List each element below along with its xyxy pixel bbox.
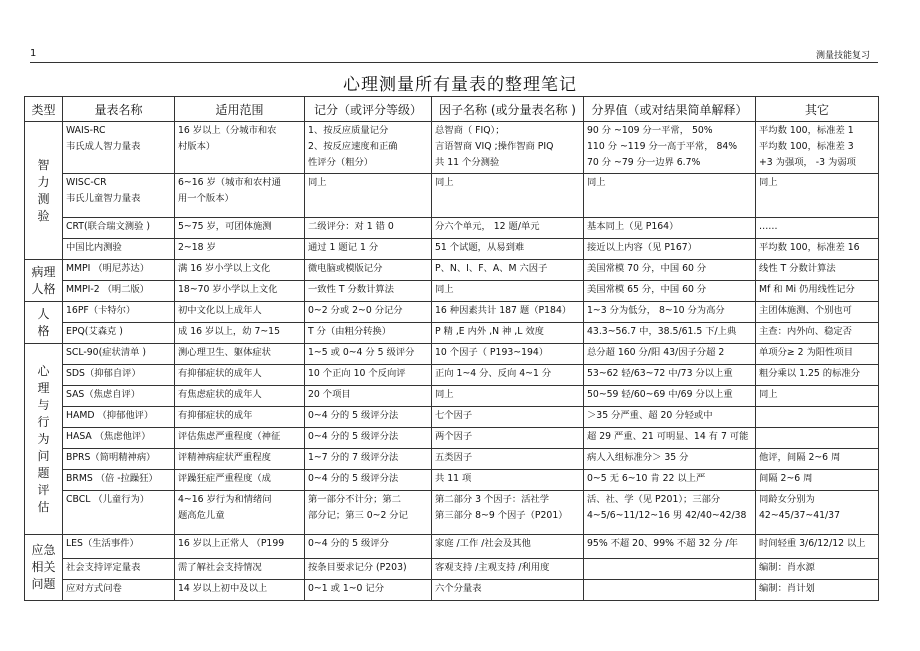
cutoff-cell: [584, 260, 756, 281]
table-row: [25, 407, 879, 428]
table-row: [25, 491, 879, 535]
cell-text: 4~16 岁行为和情绪问: [178, 494, 272, 505]
cell-text: 超 29 严重、21 可明显、14 有 7 可能: [587, 431, 749, 442]
type-label: 验: [37, 208, 50, 223]
cell-text: 16 岁以上（分城市和农: [178, 125, 277, 136]
cell-text: 两个因子: [435, 431, 473, 442]
scale-name-cell: [63, 470, 175, 491]
scoring-cell: [305, 428, 432, 449]
factor-cell: [432, 559, 584, 580]
cell-text: 美国常模 65 分，中国 60 分: [587, 284, 707, 295]
scoring-cell: [305, 174, 432, 218]
cell-text: 编制：肖计划: [759, 583, 815, 594]
cell-text: 主团体施测、个别也可: [759, 305, 852, 316]
cell-text: Mf 和 Mi 仍用线性记分: [759, 284, 855, 295]
cell-text: 1、按反应质量记分: [308, 125, 389, 136]
cell-text: 同上: [435, 177, 454, 188]
table-row: [25, 122, 879, 174]
cell-text: 满 16 岁小学以上文化: [178, 263, 271, 274]
table-row: [25, 386, 879, 407]
cell-text: P 精 ,E 内外 ,N 神 ,L 效度: [435, 326, 544, 337]
column-header: 记分（或评分等级）: [305, 97, 432, 122]
cell-text: 0~1 或 1~0 记分: [308, 583, 384, 594]
cell-text: 病人入组标准分＞ 35 分: [587, 452, 689, 463]
scoring-cell: [305, 323, 432, 344]
type-cell: [25, 344, 63, 535]
cell-text: 线性 T 分数计算法: [759, 263, 836, 274]
type-label: 人: [37, 306, 50, 321]
cell-text: 0~4 分的 5 级评分法: [308, 410, 399, 421]
cell-text: 95% 不超 20、99% 不超 32 分 /年: [587, 538, 738, 549]
cell-text: 用一个版本）: [178, 193, 234, 204]
table-row: [25, 365, 879, 386]
cell-text: 二级评分：对 1 错 0: [308, 221, 394, 232]
factor-cell: [432, 580, 584, 601]
factor-cell: [432, 470, 584, 491]
page-number: 1: [30, 48, 37, 59]
cell-text: P、N、I、F、A、M 六因子: [435, 263, 548, 274]
cutoff-cell: [584, 559, 756, 580]
scale-name-cell: [63, 323, 175, 344]
table-row: [25, 218, 879, 239]
table-row: [25, 559, 879, 580]
other-cell: [756, 281, 879, 302]
scope-cell: [175, 407, 305, 428]
table-row: [25, 281, 879, 302]
cell-text: 中国比内测验: [66, 242, 122, 253]
cell-text: 16PF（卡特尔）: [66, 305, 136, 316]
cutoff-cell: [584, 470, 756, 491]
scope-cell: [175, 580, 305, 601]
scoring-cell: [305, 122, 432, 174]
cell-text: 4~5/6~11/12~16 男 42/40~42/38: [587, 510, 747, 521]
other-cell: [756, 386, 879, 407]
cell-text: 正向 1~4 分、反向 4~1 分: [435, 368, 552, 379]
cutoff-cell: [584, 580, 756, 601]
scale-name-cell: [63, 239, 175, 260]
type-label: 心: [37, 363, 50, 378]
cell-text: ……: [759, 221, 778, 232]
cell-text: 七个因子: [435, 410, 473, 421]
cell-text: HAMD （抑郁他评）: [66, 410, 154, 421]
factor-cell: [432, 365, 584, 386]
cell-text: 10 个因子（ P193~194）: [435, 347, 549, 358]
scope-cell: [175, 302, 305, 323]
other-cell: [756, 174, 879, 218]
cell-text: 43.3~56.7 中，38.5/61.5 下/上典: [587, 326, 737, 337]
cell-text: 按条目要求记分 (P203): [308, 562, 407, 573]
scale-name-cell: [63, 365, 175, 386]
scoring-cell: [305, 218, 432, 239]
scope-cell: [175, 344, 305, 365]
cell-text: 通过 1 题记 1 分: [308, 242, 379, 253]
cutoff-cell: [584, 428, 756, 449]
type-label: 为: [37, 431, 50, 446]
cutoff-cell: [584, 449, 756, 470]
cell-text: WAIS-RC: [66, 125, 106, 136]
scope-cell: [175, 122, 305, 174]
factor-cell: [432, 260, 584, 281]
cell-text: CBCL （儿童行为）: [66, 494, 150, 505]
other-cell: [756, 491, 879, 535]
cell-text: 1~7 分的 7 级评分法: [308, 452, 399, 463]
cutoff-cell: [584, 344, 756, 365]
cell-text: 社会支持评定量表: [66, 562, 141, 573]
other-cell: [756, 239, 879, 260]
scoring-cell: [305, 470, 432, 491]
cell-text: 总分超 160 分/阳 43/因子分超 2: [587, 347, 725, 358]
scoring-cell: [305, 407, 432, 428]
cell-text: 基本同上（见 P164）: [587, 221, 679, 232]
factor-cell: [432, 281, 584, 302]
type-label: 智: [37, 157, 50, 172]
cell-text: 第三部分 8~9 个因子（P201）: [435, 510, 568, 521]
cell-text: 平均数 100，标准差 3: [759, 141, 854, 152]
column-header: 分界值（或对结果简单解释）: [584, 97, 756, 122]
cell-text: 同龄女分别为: [759, 494, 815, 505]
type-label: 评: [37, 482, 50, 497]
cell-text: HASA （焦虑他评）: [66, 431, 151, 442]
cell-text: 平均数 100，标准差 1: [759, 125, 854, 136]
scale-name-cell: [63, 122, 175, 174]
type-label: 问: [37, 448, 50, 463]
cell-text: 间隔 2~6 周: [759, 473, 813, 484]
cell-text: 评躁狂症严重程度（成: [178, 473, 271, 484]
scale-name-cell: [63, 281, 175, 302]
cell-text: 70 分 ~79 分一边界 6.7%: [587, 157, 701, 168]
other-cell: [756, 365, 879, 386]
cell-text: 42~45/37~41/37: [759, 510, 840, 521]
cell-text: 同上: [435, 284, 454, 295]
factor-cell: [432, 174, 584, 218]
cell-text: 性评分（粗分）: [308, 157, 374, 168]
scope-cell: [175, 470, 305, 491]
scope-cell: [175, 491, 305, 535]
cell-text: MMPI （明尼苏达）: [66, 263, 150, 274]
cutoff-cell: [584, 535, 756, 559]
other-cell: [756, 580, 879, 601]
other-cell: [756, 323, 879, 344]
table-row: [25, 174, 879, 218]
factor-cell: [432, 122, 584, 174]
scope-cell: [175, 174, 305, 218]
running-head: 测量技能复习: [815, 51, 870, 61]
table-row: [25, 302, 879, 323]
page-title: 心理测量所有量表的整理笔记: [343, 75, 577, 95]
factor-cell: [432, 407, 584, 428]
type-cell: [25, 535, 63, 601]
scope-cell: [175, 260, 305, 281]
type-label: 力: [37, 174, 50, 189]
scale-name-cell: [63, 580, 175, 601]
column-header: 类型: [25, 97, 63, 122]
cell-text: 他评，间隔 2~6 周: [759, 452, 841, 463]
table-row: [25, 323, 879, 344]
cell-text: 有抑郁症状的成年人: [178, 368, 262, 379]
scoring-cell: [305, 344, 432, 365]
cell-text: EPQ(艾森克 ): [66, 326, 123, 337]
cell-text: 14 岁以上初中及以上: [178, 583, 268, 594]
scoring-cell: [305, 559, 432, 580]
scoring-cell: [305, 580, 432, 601]
cell-text: 测心理卫生、躯体症状: [178, 347, 271, 358]
scoring-cell: [305, 302, 432, 323]
cutoff-cell: [584, 491, 756, 535]
scoring-cell: [305, 239, 432, 260]
scoring-cell: [305, 260, 432, 281]
cell-text: SDS（抑郁自评）: [66, 368, 141, 379]
type-label: 行: [37, 414, 50, 429]
scoring-cell: [305, 386, 432, 407]
scoring-cell: [305, 365, 432, 386]
cell-text: 5~75 岁，可团体施测: [178, 221, 272, 232]
cell-text: 应对方式问卷: [66, 583, 122, 594]
cell-text: 第二部分 3 个因子：活社学: [435, 494, 550, 505]
cell-text: 0~4 分的 5 级评分: [308, 538, 389, 549]
scoring-cell: [305, 535, 432, 559]
cell-text: 共 11 项: [435, 473, 472, 484]
cell-text: 0~5 无 6~10 肯 22 以上严: [587, 473, 706, 484]
cell-text: 微电脑或模版记分: [308, 263, 383, 274]
scale-name-cell: [63, 174, 175, 218]
cell-text: WISC-CR: [66, 177, 107, 188]
cell-text: 部分记；第三 0~2 分记: [308, 510, 408, 521]
cell-text: 同上: [587, 177, 606, 188]
type-label: 测: [37, 191, 50, 206]
scale-name-cell: [63, 302, 175, 323]
scale-name-cell: [63, 449, 175, 470]
cell-text: 美国常模 70 分，中国 60 分: [587, 263, 707, 274]
scale-table: [24, 96, 879, 601]
cell-text: MMPI-2 （明二版）: [66, 284, 150, 295]
cell-text: 评精神病症状严重程度: [178, 452, 271, 463]
cell-text: 16 种因素共计 187 题（P184）: [435, 305, 572, 316]
scope-cell: [175, 386, 305, 407]
type-label: 应急: [31, 543, 56, 557]
other-cell: [756, 218, 879, 239]
type-label: 估: [37, 499, 50, 514]
cell-text: 接近以上内容（见 P167）: [587, 242, 697, 253]
scoring-cell: [305, 491, 432, 535]
scope-cell: [175, 365, 305, 386]
cell-text: 六个分量表: [435, 583, 482, 594]
cell-text: 1~5 或 0~4 分 5 级评分: [308, 347, 415, 358]
cutoff-cell: [584, 281, 756, 302]
other-cell: [756, 122, 879, 174]
cell-text: SCL-90(症状清单 ): [66, 347, 146, 358]
cell-text: SAS（焦虑自评）: [66, 389, 141, 400]
type-label: 问题: [31, 577, 56, 591]
cell-text: 53~62 轻/63~72 中/73 分以上重: [587, 368, 733, 379]
cell-text: 成 16 岁以上，幼 7~15: [178, 326, 281, 337]
factor-cell: [432, 491, 584, 535]
table-row: [25, 344, 879, 365]
type-label: 题: [37, 465, 50, 480]
cell-text: 活、社、学（见 P201）；三部分: [587, 494, 721, 505]
cell-text: 题高危儿童: [178, 510, 225, 521]
cell-text: 同上: [759, 389, 778, 400]
cell-text: 0~4 分的 5 级评分法: [308, 473, 399, 484]
cell-text: 时间轻重 3/6/12/12 以上: [759, 538, 866, 549]
cutoff-cell: [584, 302, 756, 323]
type-label: 格: [37, 323, 50, 338]
type-label: 人格: [31, 281, 56, 296]
factor-cell: [432, 218, 584, 239]
cutoff-cell: [584, 386, 756, 407]
factor-cell: [432, 302, 584, 323]
cell-text: 90 分 ~109 分一平常， 50%: [587, 125, 713, 136]
factor-cell: [432, 535, 584, 559]
cell-text: 分六个单元， 12 题/单元: [435, 221, 540, 232]
column-header: 因子名称 (或分量表名称 ): [432, 97, 584, 122]
type-cell: [25, 122, 63, 260]
scale-name-cell: [63, 386, 175, 407]
other-cell: [756, 407, 879, 428]
scope-cell: [175, 323, 305, 344]
cell-text: 韦氏成人智力量表: [66, 141, 141, 152]
other-cell: [756, 260, 879, 281]
other-cell: [756, 470, 879, 491]
cell-text: 平均数 100，标准差 16: [759, 242, 860, 253]
cell-text: BRMS （倍 -拉躁狂）: [66, 473, 158, 484]
scale-name-cell: [63, 428, 175, 449]
other-cell: [756, 428, 879, 449]
scope-cell: [175, 218, 305, 239]
cell-text: 16 岁以上正常人 （P199: [178, 538, 285, 549]
cell-text: 评估焦虑严重程度（神征: [178, 431, 281, 442]
type-label: 病理: [31, 264, 56, 279]
cell-text: 1~3 分为低分， 8~10 分为高分: [587, 305, 725, 316]
cell-text: 2~18 岁: [178, 242, 216, 253]
cell-text: 6~16 岁（城市和农村通: [178, 177, 281, 188]
cell-text: T 分（由粗分转换）: [308, 326, 392, 337]
scale-name-cell: [63, 559, 175, 580]
table-row: [25, 239, 879, 260]
cell-text: 10 个正向 10 个反向评: [308, 368, 406, 379]
table-header-row: [25, 97, 879, 122]
table-row: [25, 428, 879, 449]
scale-name-cell: [63, 260, 175, 281]
factor-cell: [432, 428, 584, 449]
cutoff-cell: [584, 122, 756, 174]
column-header: 量表名称: [63, 97, 175, 122]
scale-name-cell: [63, 407, 175, 428]
cell-text: 0~4 分的 5 级评分法: [308, 431, 399, 442]
table-row: [25, 580, 879, 601]
cutoff-cell: [584, 174, 756, 218]
table-row: [25, 449, 879, 470]
header-rule: [30, 62, 878, 63]
cell-text: 韦氏儿童智力量表: [66, 193, 141, 204]
cell-text: LES（生活事件）: [66, 538, 139, 549]
cell-text: 家庭 /工作 /社会及其他: [435, 538, 531, 549]
cell-text: 2、按反应速度和正确: [308, 141, 398, 152]
scope-cell: [175, 449, 305, 470]
factor-cell: [432, 386, 584, 407]
cell-text: 粗分乘以 1.25 的标准分: [759, 368, 860, 379]
cell-text: 同上: [308, 177, 327, 188]
factor-cell: [432, 449, 584, 470]
cell-text: 一致性 T 分数计算法: [308, 284, 394, 295]
scope-cell: [175, 281, 305, 302]
scale-name-cell: [63, 344, 175, 365]
type-label: 与: [37, 397, 50, 412]
cell-text: 同上: [759, 177, 778, 188]
scoring-cell: [305, 281, 432, 302]
column-header: 其它: [756, 97, 879, 122]
cutoff-cell: [584, 323, 756, 344]
scale-name-cell: [63, 218, 175, 239]
scoring-cell: [305, 449, 432, 470]
cell-text: 总智商（ FIQ）；: [435, 125, 505, 136]
cell-text: 110 分 ~119 分一高于平常， 84%: [587, 141, 738, 152]
cell-text: 编制：肖水源: [759, 562, 815, 573]
cell-text: 单项分≥ 2 为阳性项目: [759, 347, 853, 358]
type-cell: [25, 260, 63, 302]
cell-text: 初中文化以上成年人: [178, 305, 262, 316]
cell-text: 需了解社会支持情况: [178, 562, 262, 573]
factor-cell: [432, 344, 584, 365]
cell-text: 有抑郁症状的成年: [178, 410, 253, 421]
factor-cell: [432, 323, 584, 344]
cutoff-cell: [584, 239, 756, 260]
scope-cell: [175, 535, 305, 559]
table-body: [25, 122, 879, 601]
other-cell: [756, 302, 879, 323]
cell-text: 同上: [435, 389, 454, 400]
other-cell: [756, 344, 879, 365]
cell-text: 言语智商 VIQ ;操作智商 PIQ: [435, 141, 554, 152]
cell-text: +3 为强项， -3 为弱项: [759, 157, 856, 168]
cutoff-cell: [584, 365, 756, 386]
type-cell: [25, 302, 63, 344]
cutoff-cell: [584, 407, 756, 428]
cell-text: 20 个项目: [308, 389, 351, 400]
cell-text: 村版本）: [178, 141, 216, 152]
table-row: [25, 535, 879, 559]
table-row: [25, 470, 879, 491]
cutoff-cell: [584, 218, 756, 239]
cell-text: 五类因子: [435, 452, 473, 463]
cell-text: 第一部分不计分；第二: [308, 494, 401, 505]
cell-text: BPRS（简明精神病）: [66, 452, 156, 463]
cell-text: 有焦虑症状的成年人: [178, 389, 262, 400]
cell-text: 18~70 岁小学以上文化: [178, 284, 278, 295]
table-row: [25, 260, 879, 281]
type-label: 理: [37, 380, 50, 395]
cell-text: ＞35 分严重、超 20 分轻或中: [587, 410, 713, 421]
scope-cell: [175, 559, 305, 580]
cell-text: 主查：内外向、稳定否: [759, 326, 852, 337]
cell-text: 51 个试题，从易到难: [435, 242, 525, 253]
cell-text: 0~2 分或 2~0 分记分: [308, 305, 403, 316]
other-cell: [756, 449, 879, 470]
other-cell: [756, 559, 879, 580]
type-label: 相关: [31, 560, 56, 574]
column-header: 适用范围: [175, 97, 305, 122]
scale-name-cell: [63, 535, 175, 559]
scale-name-cell: [63, 491, 175, 535]
cell-text: 共 11 个分测验: [435, 157, 500, 168]
cell-text: 50~59 轻/60~69 中/69 分以上重: [587, 389, 733, 400]
scope-cell: [175, 428, 305, 449]
scope-cell: [175, 239, 305, 260]
cell-text: CRT(联合瑞文测验 ): [66, 221, 150, 232]
cell-text: 客观支持 /主观支持 /利用度: [435, 562, 550, 573]
other-cell: [756, 535, 879, 559]
factor-cell: [432, 239, 584, 260]
